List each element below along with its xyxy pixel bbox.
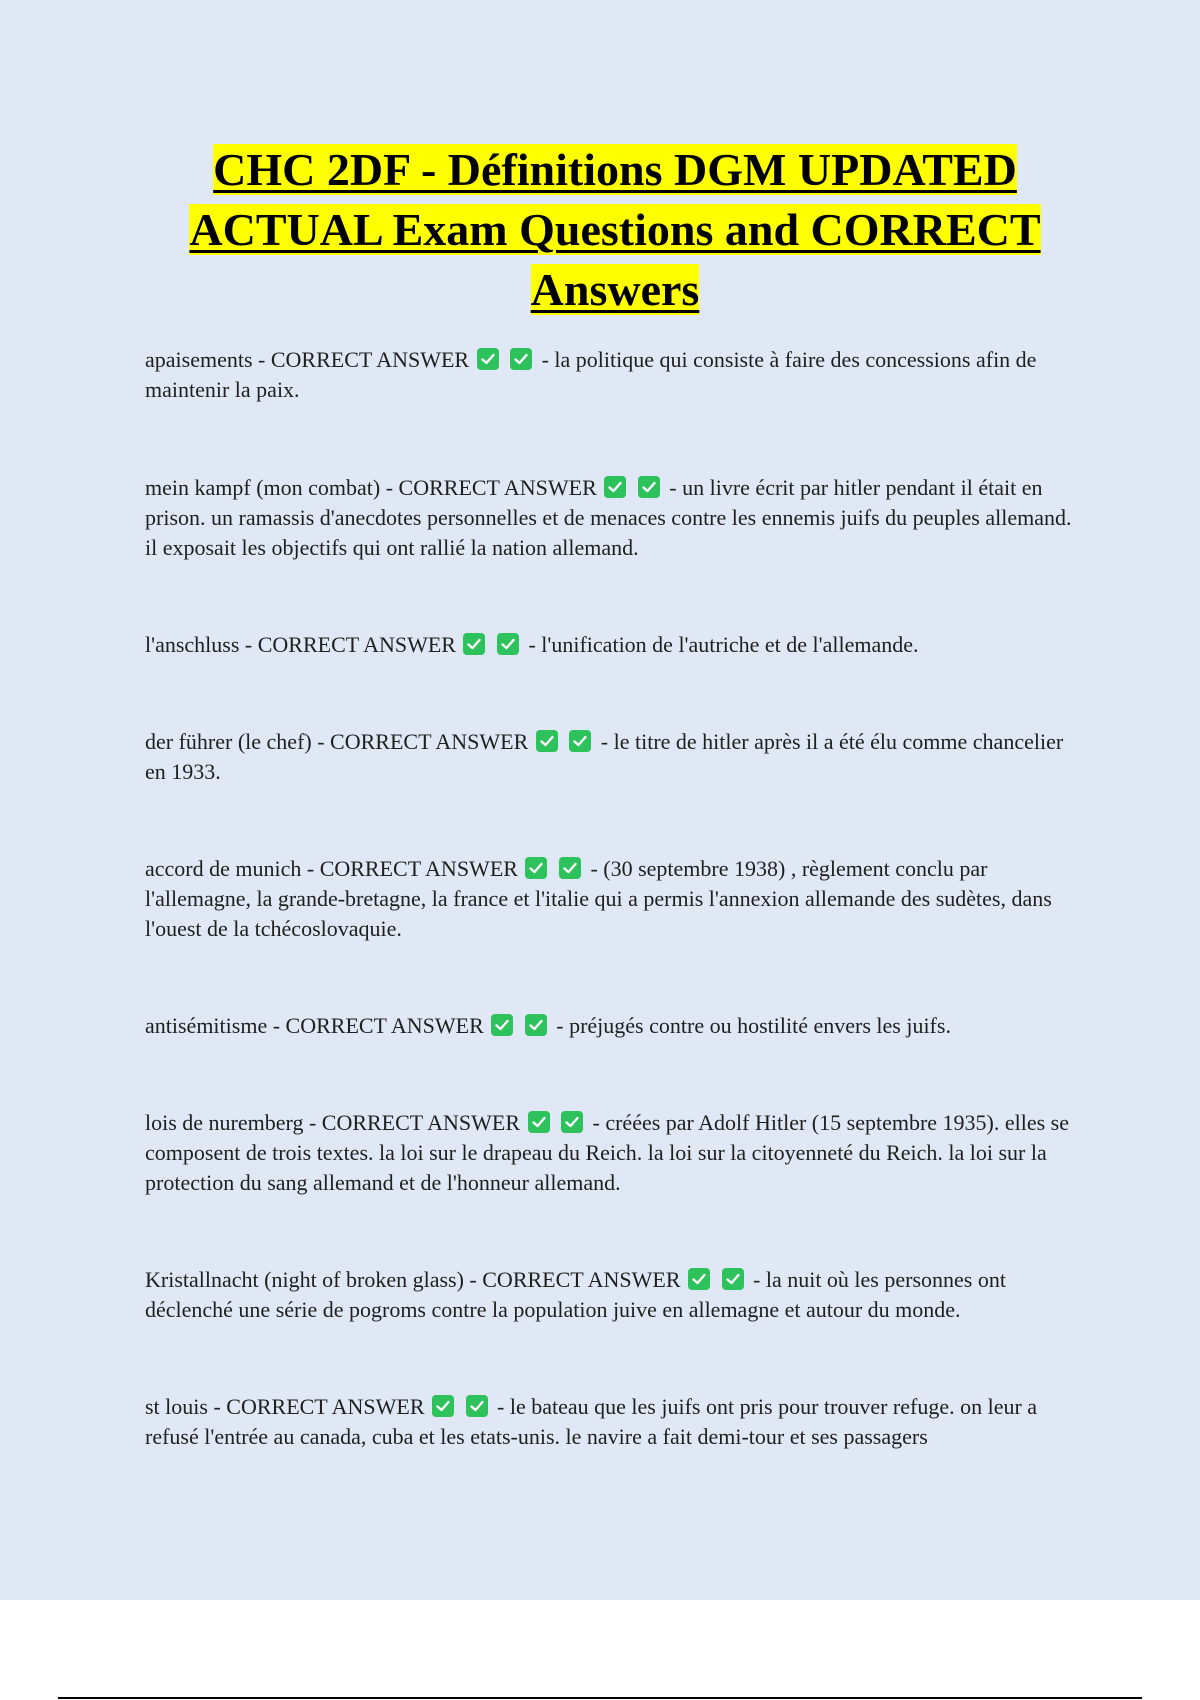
entry-term: st louis - CORRECT ANSWER <box>145 1394 425 1419</box>
green-checkmark-icon <box>466 1395 488 1417</box>
definition-entry <box>145 727 1085 787</box>
green-checkmark-icon <box>463 633 485 655</box>
title-line-2: ACTUAL Exam Questions and CORRECT <box>189 204 1041 255</box>
entry-definition: - préjugés contre ou hostilité envers les juifs. <box>556 1013 951 1038</box>
entry-definition: - un livre écrit par hitler pendant il était en prison. un ramassis d'anecdotes personnelles et de menaces contre les ennemis juifs du peuples allemand. il exposait les objectifs qui ont rallié la nation allemand. <box>145 475 1072 560</box>
green-checkmark-icon <box>510 348 532 370</box>
green-checkmark-icon <box>604 476 626 498</box>
green-checkmark-icon <box>688 1268 710 1290</box>
page-bottom-rule <box>58 1697 1142 1699</box>
definition-entry <box>145 630 1085 660</box>
green-checkmark-icon <box>432 1395 454 1417</box>
entry-term: lois de nuremberg - CORRECT ANSWER <box>145 1110 521 1135</box>
green-checkmark-icon <box>497 633 519 655</box>
entry-definition: - le bateau que les juifs ont pris pour trouver refuge. on leur a refusé l'entrée au canada, cuba et les etats-unis. le navire a fait demi-tour et ses passagers <box>145 1394 1038 1449</box>
title-line-3: Answers <box>530 264 700 315</box>
green-checkmark-icon <box>561 1111 583 1133</box>
definition-entry <box>145 473 1085 563</box>
green-checkmark-icon <box>525 1014 547 1036</box>
definition-entry <box>145 1011 1085 1041</box>
entry-definition: - l'unification de l'autriche et de l'allemande. <box>528 632 919 657</box>
green-checkmark-icon <box>477 348 499 370</box>
entry-definition: - la nuit où les personnes ont déclenché une série de pogroms contre la population juive en allemagne et autour du monde. <box>145 1267 1006 1322</box>
entry-definition: - (30 septembre 1938) , règlement conclu par l'allemagne, la grande-bretagne, la france et l'italie qui a permis l'annexion allemande des sudètes, dans l'ouest de la tchécoslovaquie. <box>145 856 1052 941</box>
entry-term: apaisements - CORRECT ANSWER <box>145 347 470 372</box>
entry-definition: - la politique qui consiste à faire des concessions afin de maintenir la paix. <box>145 347 1037 402</box>
green-checkmark-icon <box>569 730 591 752</box>
green-checkmark-icon <box>559 857 581 879</box>
document-title <box>145 140 1085 320</box>
definition-entry <box>145 1265 1085 1325</box>
definition-entry <box>145 1108 1085 1198</box>
entry-term: l'anschluss - CORRECT ANSWER <box>145 632 456 657</box>
green-checkmark-icon <box>525 857 547 879</box>
definition-entry <box>145 854 1085 944</box>
entry-definition: - le titre de hitler après il a été élu comme chancelier en 1933. <box>145 729 1064 784</box>
green-checkmark-icon <box>722 1268 744 1290</box>
entry-term: accord de munich - CORRECT ANSWER <box>145 856 518 881</box>
entry-term: Kristallnacht (night of broken glass) - CORRECT ANSWER <box>145 1267 681 1292</box>
green-checkmark-icon <box>528 1111 550 1133</box>
title-line-1: CHC 2DF - Définitions DGM UPDATED <box>213 144 1017 195</box>
entry-term: mein kampf (mon combat) - CORRECT ANSWER <box>145 475 597 500</box>
definition-entry <box>145 345 1085 405</box>
green-checkmark-icon <box>491 1014 513 1036</box>
green-checkmark-icon <box>536 730 558 752</box>
entry-term: antisémitisme - CORRECT ANSWER <box>145 1013 484 1038</box>
entry-term: der führer (le chef) - CORRECT ANSWER <box>145 729 529 754</box>
entry-definition: - créées par Adolf Hitler (15 septembre 1935). elles se composent de trois textes. la loi sur le drapeau du Reich. la loi sur la citoyenneté du Reich. la loi sur la protection du sang allemand et de l'honneur allemand. <box>145 1110 1070 1195</box>
definition-entry <box>145 1392 1085 1452</box>
green-checkmark-icon <box>638 476 660 498</box>
